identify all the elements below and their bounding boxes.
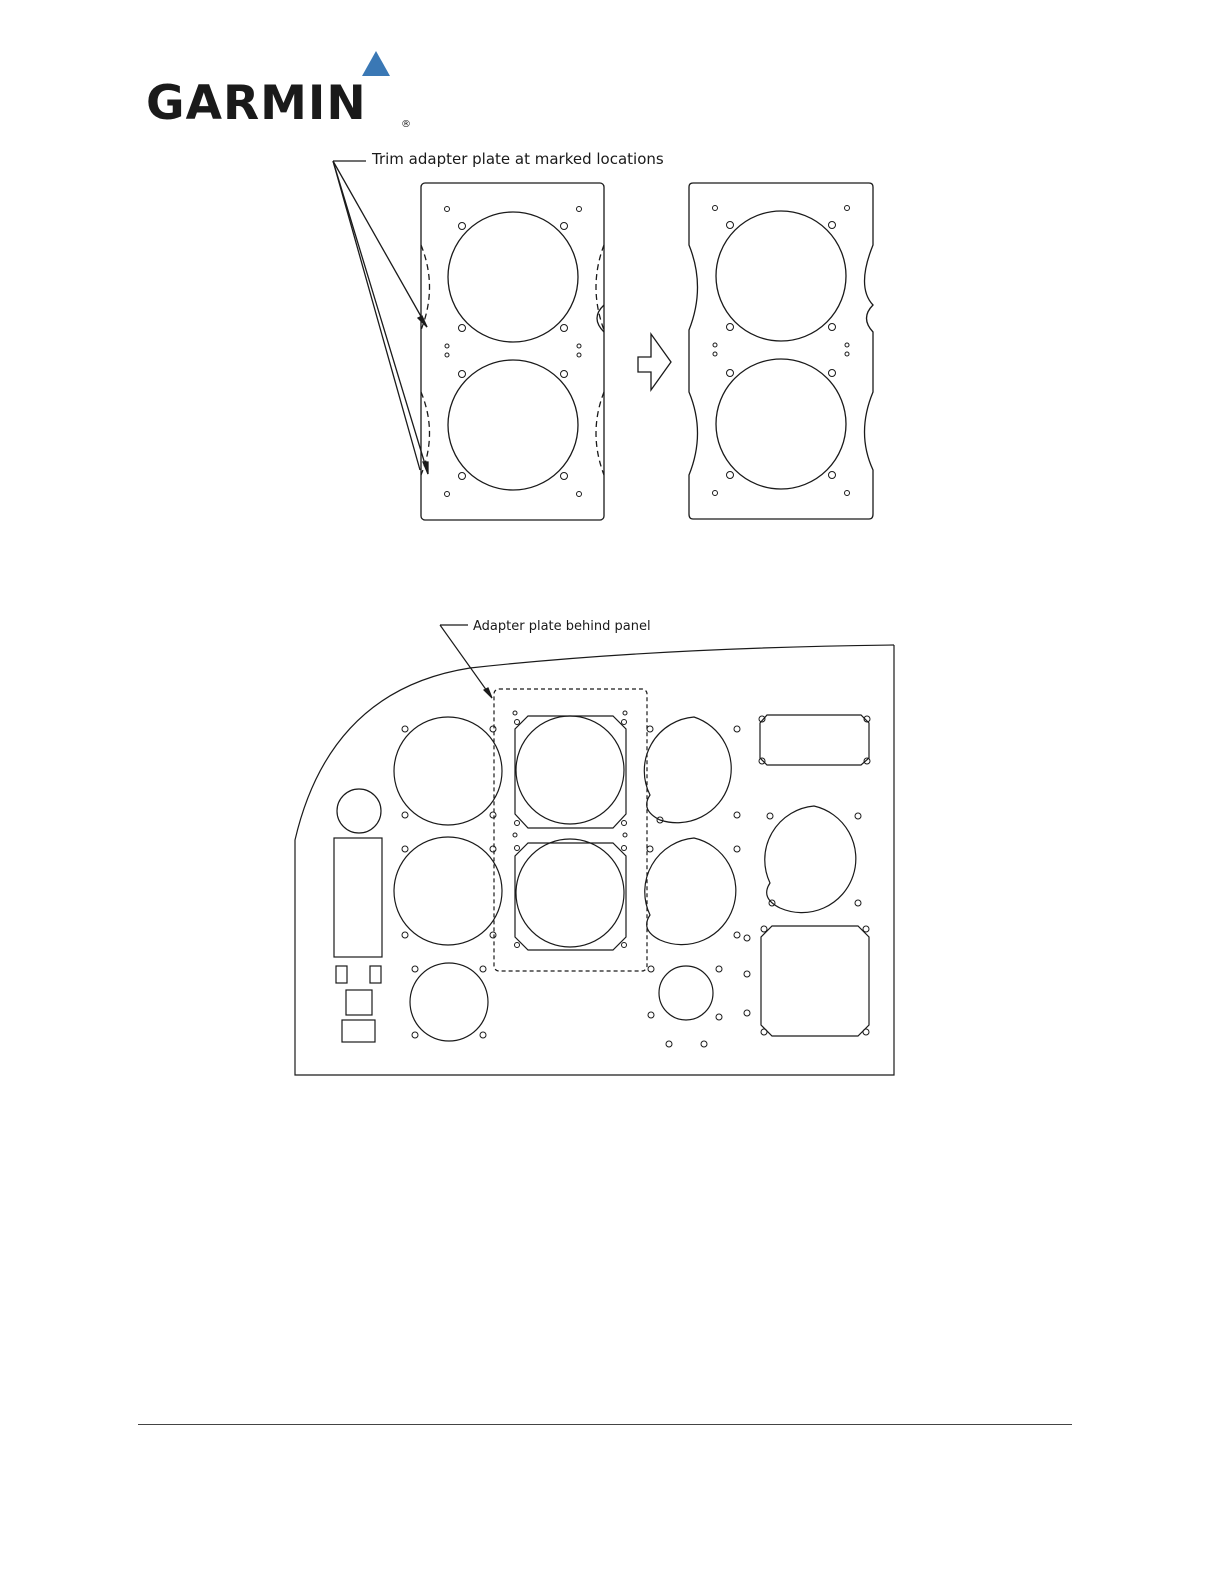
figure-instrument-panel [0, 600, 1224, 1090]
logo-registered-mark: ® [401, 119, 411, 130]
logo-wordmark: GARMIN [146, 76, 367, 131]
footer-divider [138, 1424, 1072, 1425]
callout-leader-3 [333, 161, 428, 474]
adapter-plate-behind-panel [494, 689, 647, 971]
callout-leader-1 [333, 161, 427, 327]
transform-arrow-icon [638, 334, 671, 390]
figure-adapter-plate-trim [0, 0, 1224, 560]
adapter-plate-before [421, 183, 604, 520]
panel-callout-leader [440, 625, 492, 698]
adapter-plate-after [689, 183, 873, 519]
callout-leader-2 [333, 161, 420, 470]
panel-callout-label: Adapter plate behind panel [473, 619, 651, 634]
panel-outline [295, 645, 894, 1075]
trim-callout-label: Trim adapter plate at marked locations [372, 150, 664, 168]
